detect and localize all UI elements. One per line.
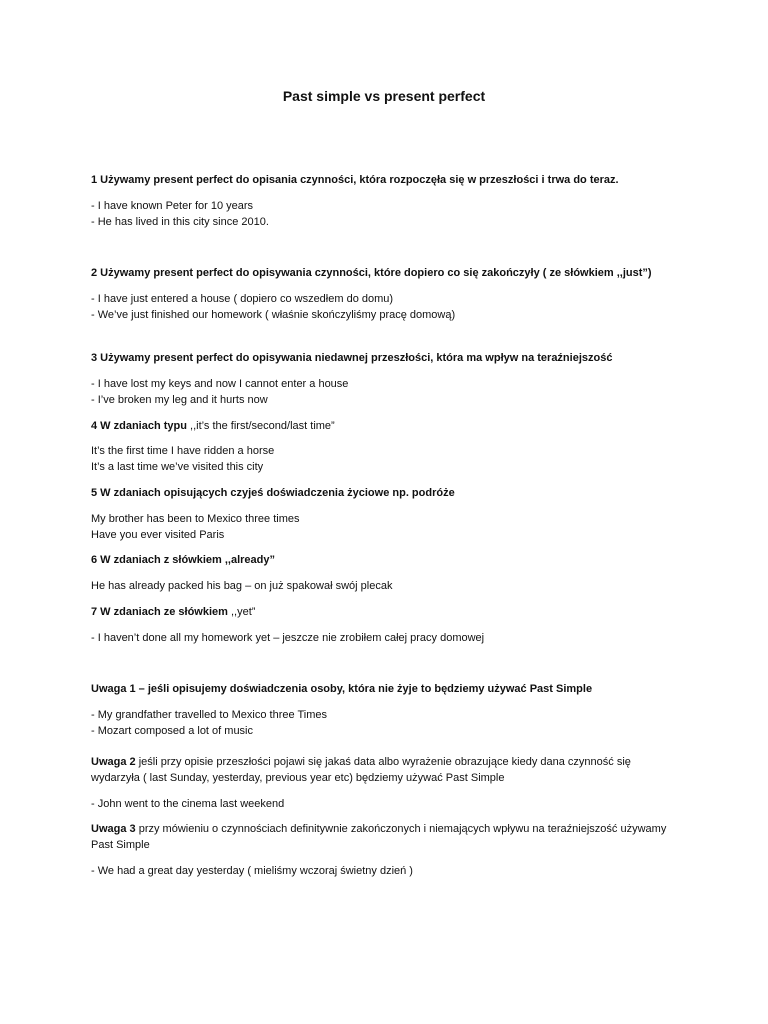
section-1-examples: [91, 198, 671, 230]
section-5-examples: [91, 511, 671, 543]
example-line: My brother has been to Mexico three times: [91, 513, 300, 525]
example-line: - I have known Peter for 10 years: [91, 200, 254, 212]
section-7-examples: [91, 630, 671, 646]
note-1-examples: [91, 707, 671, 739]
note-heading-bold: Uwaga 3: [91, 823, 136, 835]
section-heading: 3 Używamy present perfect do opisywania niedawnej przeszłości, która ma wpływ na teraźniejszość: [91, 352, 613, 364]
example-line: - I haven’t done all my homework yet – jeszcze nie zrobiłem całej pracy domowej: [91, 632, 485, 644]
note-heading: Uwaga 1 – jeśli opisujemy doświadczenia osoby, która nie żyje to będziemy używać Past Simple: [91, 683, 593, 695]
example-line: - Mozart composed a lot of music: [91, 725, 254, 737]
section-7: [91, 604, 671, 620]
section-heading: 2 Używamy present perfect do opisywania czynności, które dopiero co się zakończyły ( ze słówkiem ,,just”): [91, 267, 652, 279]
section-heading: 6 W zdaniach z słówkiem ,,already”: [91, 554, 276, 566]
note-1: [91, 681, 671, 697]
note-heading: [91, 821, 671, 853]
section-4: [91, 418, 671, 434]
note-heading-rest: jeśli przy opisie przeszłości pojawi się jakaś data albo wyrażenie obrazujące kiedy dana czynność się wydarzyła ( last Sunday, yesterday, previous year etc) będziemy używać Past Simple: [91, 756, 631, 784]
section-2-examples: [91, 291, 671, 323]
section-heading: [91, 418, 671, 434]
section-heading-bold: 7 W zdaniach ze słówkiem: [91, 606, 228, 618]
example-line: - We had a great day yesterday ( mieliśmy wczoraj świetny dzień ): [91, 865, 413, 877]
note-3-examples: [91, 863, 671, 879]
section-6: [91, 552, 671, 568]
section-heading: 1 Używamy present perfect do opisania czynności, która rozpoczęła się w przeszłości i trwa do teraz.: [91, 174, 619, 186]
example-line: Have you ever visited Paris: [91, 529, 225, 541]
example-line: - I have lost my keys and now I cannot enter a house: [91, 378, 349, 390]
section-heading-bold: 4 W zdaniach typu: [91, 420, 187, 432]
note-heading-bold: Uwaga 2: [91, 756, 136, 768]
section-heading-rest: ,,yet”: [227, 606, 256, 618]
example-line: It’s a last time we’ve visited this city: [91, 461, 264, 473]
page-title: Past simple vs present perfect: [282, 88, 486, 104]
section-2: [91, 265, 671, 281]
section-1: [91, 172, 671, 188]
example-line: - He has lived in this city since 2010.: [91, 216, 269, 228]
example-line: - I have just entered a house ( dopiero co wszedłem do domu): [91, 293, 394, 305]
note-heading: [91, 754, 671, 786]
section-6-examples: [91, 578, 671, 594]
section-heading: 5 W zdaniach opisujących czyjeś doświadczenia życiowe np. podróże: [91, 487, 455, 499]
example-line: - We’ve just finished our homework ( właśnie skończyliśmy pracę domową): [91, 309, 456, 321]
section-4-examples: [91, 443, 671, 475]
section-5: [91, 485, 671, 501]
note-3: [91, 821, 671, 853]
example-line: - I’ve broken my leg and it hurts now: [91, 394, 268, 406]
section-3-examples: [91, 376, 671, 408]
example-line: - My grandfather travelled to Mexico three Times: [91, 709, 327, 721]
example-line: - John went to the cinema last weekend: [91, 798, 285, 810]
note-heading-rest: przy mówieniu o czynnościach definitywnie zakończonych i niemających wpływu na teraźniejszość używamy Past Simple: [91, 823, 667, 851]
section-heading: [91, 604, 671, 620]
note-2-examples: [91, 796, 671, 812]
section-heading-rest: ,,it’s the first/second/last time”: [186, 420, 335, 432]
example-line: It’s the first time I have ridden a horse: [91, 445, 275, 457]
note-2: [91, 754, 671, 786]
section-3: [91, 350, 671, 366]
example-line: He has already packed his bag – on już spakował swój plecak: [91, 580, 393, 592]
